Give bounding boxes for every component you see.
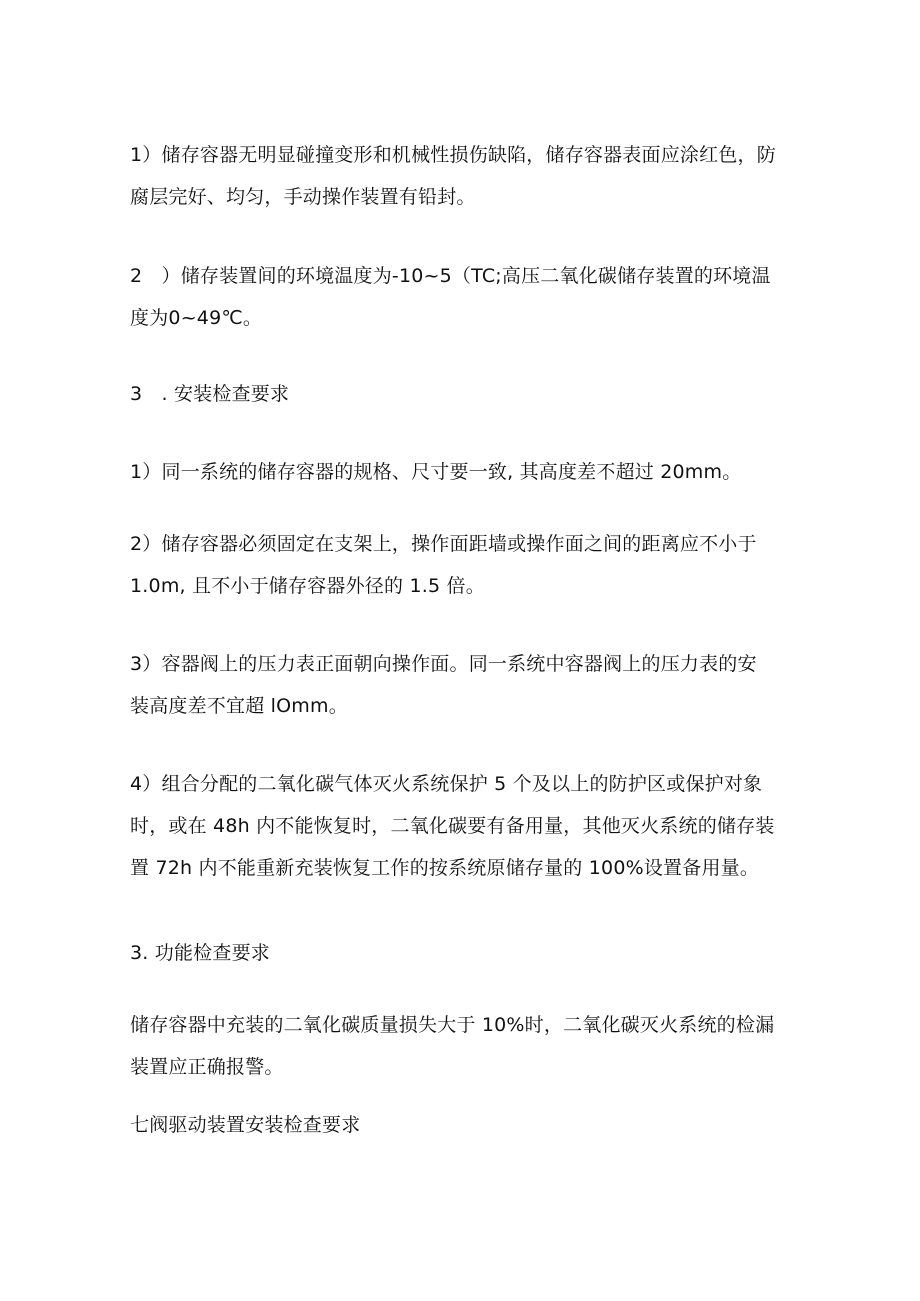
text-line: 腐层完好、均匀，手动操作装置有铅封。 <box>130 186 476 208</box>
paragraph-leak-detection <box>130 1004 810 1088</box>
text-line: 置 72h 内不能重新充装恢复工作的按系统原储存量的 100%设置备用量。 <box>130 857 760 879</box>
text-line: 3 . 安装检查要求 <box>130 383 290 405</box>
heading-installation-requirements <box>130 373 810 415</box>
text-line: 1）储存容器无明显碰撞变形和机械性损伤缺陷，储存容器表面应涂红色，防 <box>130 144 776 166</box>
text-line: 装高度差不宜超 lOmm。 <box>130 695 348 717</box>
text-line: 储存容器中充装的二氧化碳质量损失大于 10%时，二氧化碳灭火系统的检漏 <box>130 1014 775 1036</box>
text-line: 3. 功能检查要求 <box>130 942 270 964</box>
paragraph-reserve-quantity <box>130 763 810 889</box>
paragraph-storage-container-appearance <box>130 134 810 218</box>
text-line: 1.0m, 且不小于储存容器外径的 1.5 倍。 <box>130 575 485 597</box>
text-line: 4）组合分配的二氧化碳气体灭火系统保护 5 个及以上的防护区或保护对象 <box>130 773 763 795</box>
text-line: 2 ）储存装置间的环境温度为-10~5（TC;高压二氧化碳储存装置的环境温 <box>130 265 771 287</box>
heading-function-check <box>130 932 810 974</box>
text-line: 3）容器阀上的压力表正面朝向操作面。同一系统中容器阀上的压力表的安 <box>130 653 757 675</box>
text-line: 装置应正确报警。 <box>130 1056 284 1078</box>
text-line: 度为0~49℃。 <box>130 307 263 329</box>
paragraph-pressure-gauge <box>130 643 810 727</box>
text-line: 时，或在 48h 内不能恢复时，二氧化碳要有备用量，其他灭火系统的储存装 <box>130 815 775 837</box>
text-line: 2）储存容器必须固定在支架上，操作面距墙或操作面之间的距离应不小于 <box>130 533 757 555</box>
text-line: 1）同一系统的储存容器的规格、尺寸要一致, 其高度差不超过 20mm。 <box>130 461 742 483</box>
heading-valve-actuator <box>130 1104 810 1146</box>
paragraph-storage-temperature <box>130 255 810 339</box>
text-line: 七阀驱动装置安装检查要求 <box>130 1114 361 1136</box>
paragraph-container-mounting <box>130 523 810 607</box>
paragraph-container-specification <box>130 451 810 493</box>
